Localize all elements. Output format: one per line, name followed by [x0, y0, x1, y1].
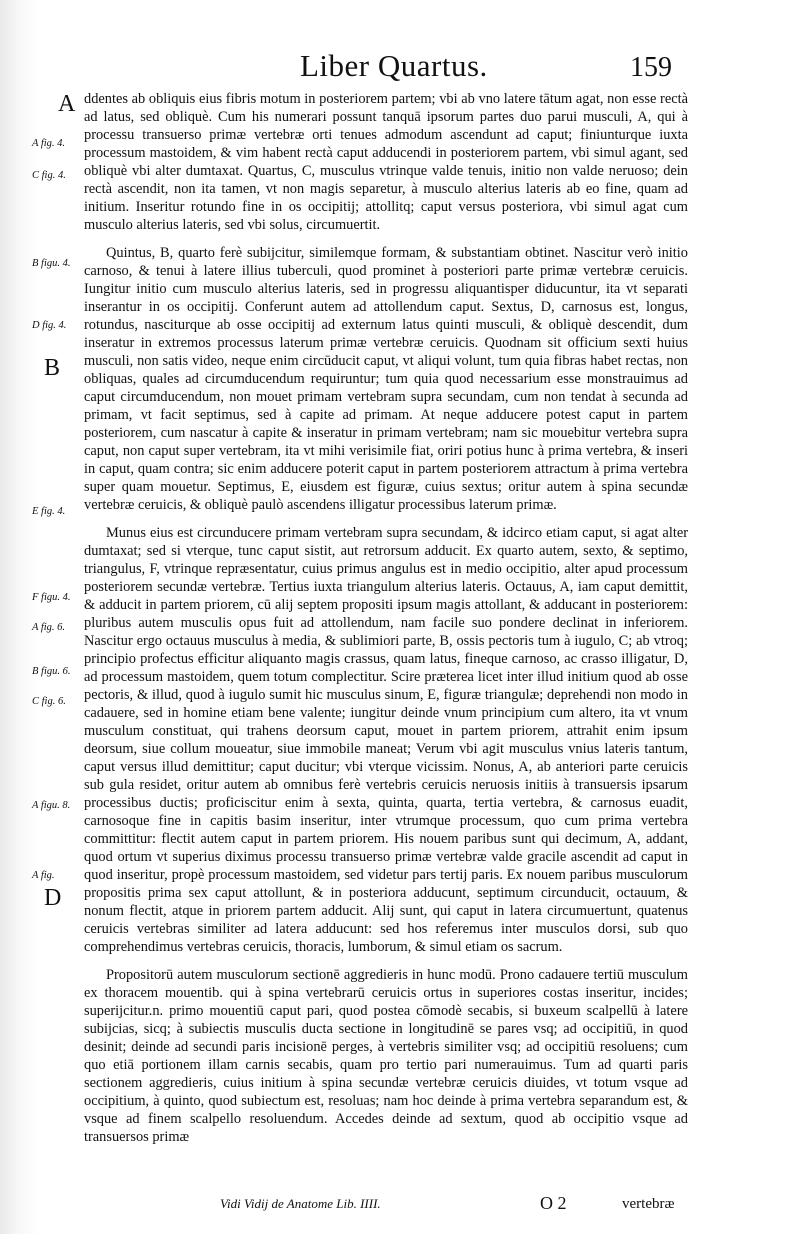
- initial-letter: D: [44, 885, 62, 911]
- margin-note: A fig. 6.: [32, 622, 66, 633]
- margin-note: E fig. 4.: [32, 506, 66, 517]
- initial-letter: B: [44, 355, 61, 381]
- margin-note: F figu. 4.: [32, 592, 71, 603]
- margin-note: A fig.: [32, 870, 55, 881]
- paragraph: Propositorū autem musculorum sectionē aggredieris in hunc modū. Prono cadauere tertiū musculum ex thoracem mouentib. qui à spina vertebrarū ceruicis ortus in superiores costas inseritur, incides; superijcitur.n. primo mouentiū caput pari, quod postea cōmodè secabis, si buxeum scalpellū à latere subijcias, sicq; à subiectis musculis ducta sectione in longitudinē se pares vsq; ad occipitiū, in quod desinit; deinde ad secundi paris incisionē perges, à vertebris similiter vsq; ad occipitiū resoluens; cum quo etiā portionem illam carnis secabis, quam pro tertio pari numerauimus. Tum ad quarti paris sectionem aggredieris, cuius initium à spina secundæ vertebræ ceruicis diuides, vt totum vsque ad occipitium, à quinto, quod subiectum est, resoluas; nam hoc deinde à prima vertebra separandum est, & vsque ad finem scalpello resoluendum. Accedes deinde ad sextum, quod ab occipitio vsque ad transuersos primæ: [84, 967, 688, 1145]
- paragraph: ddentes ab obliquis eius fibris motum in posteriorem partem; vbi ab vno latere tātum agat, non esse rectà ad latus, sed obliquè. Cum his numerari possunt tanquā ipsorum partes duo parui musculi, A, qui à processu transuerso primæ vertebræ orti tenues admodum ascendunt ad caput; finiunturque iuxta processum mastoidem, & vim habent rectà caput adducendi in posteriorem partem, vbi simul agant, sed obliquè vbi alter dumtaxat. Quartus, C, musculus vtrinque valde tenuis, initio non valde neruoso; dein rectà ascendit, non ita tamen, vt non magis separetur, à musculo alterius lateris ab eo fine, quam ad initium. Inseritur rotundo fine in os occipitij; attollitq; caput versus posteriora, vbi simul agat cum musculo alterius lateris, sed vbi solus, circumuertit.: [84, 91, 688, 233]
- margin-note: A figu. 8.: [32, 800, 71, 811]
- margin-note: B figu. 4.: [32, 258, 71, 269]
- margin-note: D fig. 4.: [32, 320, 67, 331]
- paragraph: Munus eius est circunducere primam vertebram supra secundam, & idcirco etiam caput, si agat alter dumtaxat; sed si vterque, tunc caput sistit, aut retrorsum adducit. Ex quarto autem, sexto, & septimo, triangulus, F, vtrinque repræsentatur, cuius primus angulus est in medio occipitio, alter apud processum posteriorem secundæ vertebræ. Tertius iuxta triangulum alterius lateris. Octauus, A, iam caput demittit, & adducit in partem priorem, cū alij septem propositi ipsum magis attollant, & adducant in posteriorem: pluribus autem musculis opus fuit ad attollendum, nam facile suo pondere declinat in inferiorem. Nascitur ergo octauus musculus à media, & sublimiori parte, B, ossis pectoris tum à iugulo, C; ab vtroq; principio profectus efficitur aliquanto magis crassus, quam latus, fineque carnoso, ac crasso illigatur, D, ad processum mastoidem, quem totum complectitur. Scire præterea licet inter illud initium quod ab osse pectoris, & illud, quod à iugulo sumit hic musculus sinum, E, figuræ triangulæ; deprehendi non modo in cadauere, sed in homine etiam bene valente; iungitur deinde vnum principium cum altero, ita vt vnum musculum constituat, qui trahens deorsum caput, mouet in partem priorem, attrahit enim ipsum deorsum, siue collum moueatur, siue immobile maneat; Verum vbi agit musculus vnius lateris tantum, caput versus illud demittitur; caput ducitur; vbi vterque vicissim. Nonus, A, ab anteriori parte ceruicis sub gula residet, oritur autem ab omnibus ferè vertebris ceruicis neruosis initiis à transuersis ipsarum processibus ductis; proficiscitur enim à sexta, quinta, quarta, tertia vertebra, & carnosus euadit, carnosoque fine in capitis basim inseritur, inter vtrumque processum, quo cum prima vertebra committitur: flectit autem caput in partem priorem. His nouem paribus sunt qui decimum, A, addant, quod ortum vt superius diximus processu transuerso primæ vertebræ valde gracile ascendit ad caput in quod inseritur, propè processum mastoidem, sed videtur pars tertij paris. Ex nouem paribus musculorum propositis prima sex caput attollunt, & in posteriora adducunt, septimum circunducit, octauum, & nonum flectit, atque in priorem partem adducit. Alij sunt, qui caput in latera circumuertunt, quatenus ceruicis vertebras similiter ad latera adducunt: sed hos referemus inter musculos dorsi, sub quo comprehendimus vertebras ceruicis, thoracis, lumborum, & simul etiam os sacrum.: [84, 525, 688, 955]
- margin-note: A fig. 4.: [32, 138, 66, 149]
- running-header: Liber Quartus.: [300, 48, 488, 83]
- body-text: [84, 90, 688, 1156]
- initial-letter: A: [58, 91, 76, 117]
- page-number: 159: [630, 52, 672, 83]
- margin-note: C fig. 6.: [32, 696, 66, 707]
- signature-mark: O 2: [540, 1193, 567, 1213]
- footer-running-title: Vidi Vidij de Anatome Lib. IIII.: [220, 1196, 381, 1211]
- margin-note: C fig. 4.: [32, 170, 66, 181]
- catchword: vertebræ: [622, 1196, 675, 1212]
- margin-note: B figu. 6.: [32, 666, 71, 677]
- paragraph: Quintus, B, quarto ferè subijcitur, similemque formam, & substantiam obtinet. Nascitur verò initio carnoso, & tenui à latere illius tuberculi, quod prominet à posteriori parte primæ vertebræ ceruicis. Iungitur initio cum musculo alterius lateris, sed in progressu aliquantisper diducuntur, ita vt separati inserantur in os occipitij. Conferunt autem ad attollendum caput. Sextus, D, carnosus est, longus, rotundus, nasciturque ab osse occipitij ad externum latus quinti musculi, & obliquè descendit, dum inseratur in extremos processus laterum primæ vertebræ ceruicis. Quodnam sit officium sexti huius musculi, non satis video, neque enim circūducit caput, vt aliqui volunt, tum quia fibras habet rectas, non obliquas, quales ad circumducendum requiruntur; tum quia quod necessarium esse monstrauimus ad caput circumducendum, non mouet primam vertebram supra secundam, cum non tendat à secunda ad primam, vt facit septimus, sed à capite ad primam. At neque adducere potest caput in partem posteriorem, cum nascatur à capite & inseratur in primam vertebram; nam sic mouebitur vertebra supra caput, non caput super vertebram, ita vt mihi verisimile fiat, oriri potius hunc à prima vertebra, & inseri in caput, quam contra; sic enim adducere poterit caput in partem posteriorem attractum à prima vertebra super quam mouetur. Septimus, E, eiusdem est figuræ, cuius sextus; oritur autem à spina secundæ vertebræ ceruicis, & obliquè paulò ascendens illigatur processibus laterum primæ.: [84, 245, 688, 513]
